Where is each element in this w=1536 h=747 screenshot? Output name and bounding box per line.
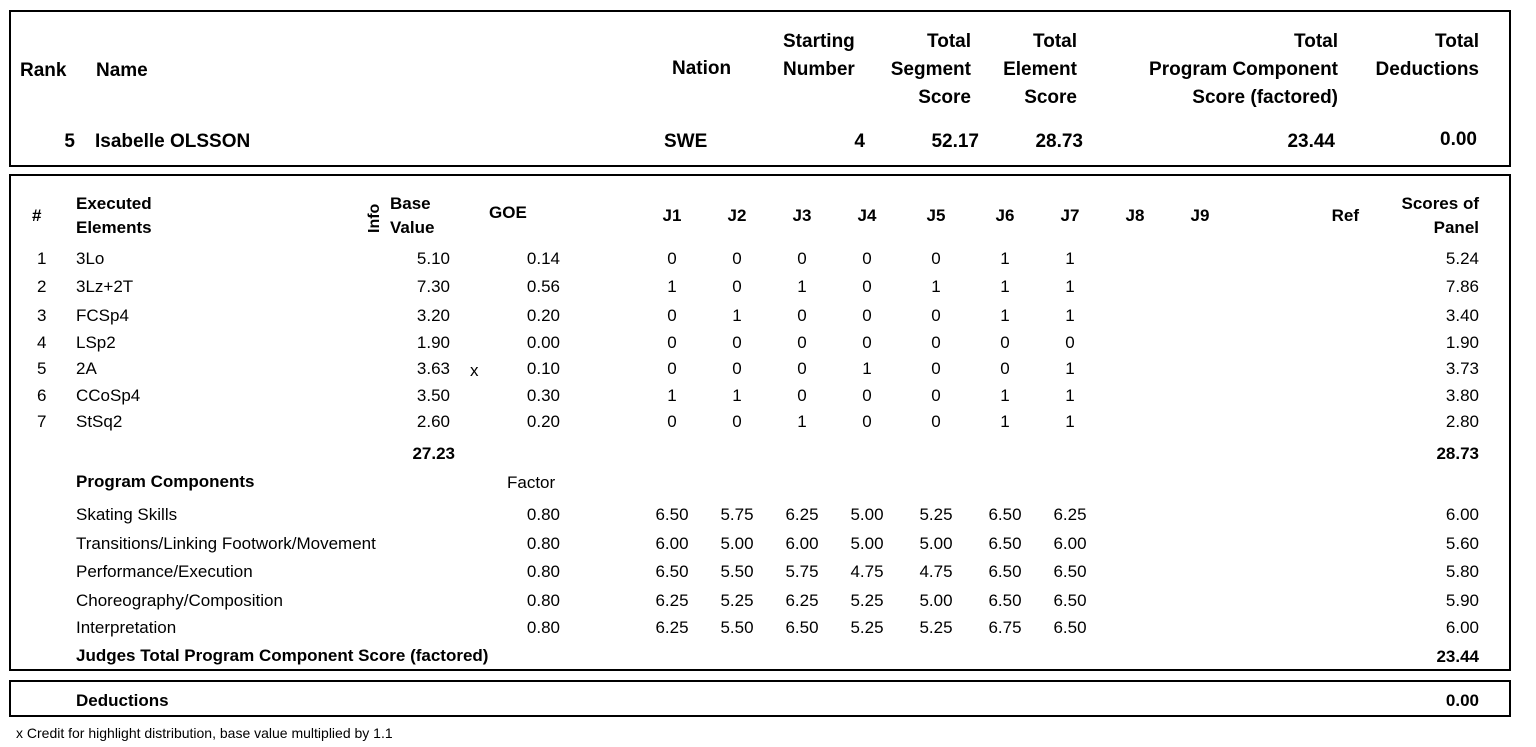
element-judge-score: 1 [1000, 277, 1010, 296]
element-judge-score: 1 [1065, 277, 1075, 296]
element-panel-score: 3.40 [1445, 306, 1479, 325]
pcs-judge-score: 6.50 [988, 534, 1022, 553]
pcs-judge-score: 6.50 [655, 505, 689, 524]
col-total-pcs-header: Total Program Component Score (factored) [1149, 31, 1338, 108]
element-row-number: 7 [37, 412, 47, 431]
element-name: FCSp4 [76, 306, 129, 325]
element-goe: 0.00 [526, 333, 560, 352]
col-executed-elements-header: Executed Elements [76, 194, 152, 237]
col-judge-5-header: J5 [926, 206, 946, 225]
element-judge-score: 0 [862, 277, 872, 296]
element-judge-score: 1 [1000, 306, 1010, 325]
pcs-judge-score: 4.75 [919, 562, 953, 581]
pcs-judge-score: 5.25 [720, 591, 754, 610]
pcs-judge-score: 6.50 [1053, 562, 1087, 581]
pcs-component-name: Skating Skills [76, 505, 178, 524]
pcs-panel-score: 6.00 [1445, 505, 1479, 524]
element-judge-score: 0 [931, 249, 941, 268]
element-panel-score: 1.90 [1445, 333, 1479, 352]
element-name: 2A [76, 359, 97, 378]
pcs-judge-score: 6.00 [785, 534, 819, 553]
pcs-judge-score: 6.25 [1053, 505, 1087, 524]
element-info: x [470, 361, 479, 380]
element-panel-score: 7.86 [1445, 277, 1479, 296]
col-base-value-header: Base Value [390, 194, 435, 237]
element-judge-score: 1 [931, 277, 941, 296]
pcs-judge-score: 5.00 [850, 505, 884, 524]
element-judge-score: 0 [931, 412, 941, 431]
element-goe: 0.20 [526, 306, 560, 325]
col-judge-9-header: J9 [1190, 206, 1210, 225]
element-judge-score: 0 [797, 333, 807, 352]
pcs-judge-score: 5.00 [919, 591, 953, 610]
pcs-component-name: Choreography/Composition [76, 591, 283, 610]
element-base-value: 1.90 [416, 333, 450, 352]
element-judge-score: 1 [667, 277, 677, 296]
pcs-judge-score: 6.25 [785, 591, 819, 610]
pcs-panel-score: 5.60 [1445, 534, 1479, 553]
element-judge-score: 0 [732, 412, 742, 431]
footnote: x Credit for highlight distribution, base value multiplied by 1.1 [16, 725, 393, 741]
element-goe: 0.10 [526, 359, 560, 378]
element-judge-score: 1 [1065, 249, 1075, 268]
element-judge-score: 1 [1065, 306, 1075, 325]
pcs-total-label: Judges Total Program Component Score (factored) [76, 646, 489, 665]
pcs-component-name: Transitions/Linking Footwork/Movement [76, 534, 376, 553]
col-judge-1-header: J1 [662, 206, 682, 225]
element-judge-score: 0 [732, 277, 742, 296]
element-judge-score: 0 [667, 249, 677, 268]
pcs-factor: 0.80 [526, 505, 560, 524]
element-judge-score: 0 [667, 359, 677, 378]
element-judge-score: 0 [1065, 333, 1075, 352]
element-judge-score: 0 [797, 386, 807, 405]
skater-starting-number: 4 [854, 131, 865, 152]
element-row-number: 4 [37, 333, 47, 352]
pcs-judge-score: 5.75 [785, 562, 819, 581]
element-judge-score: 1 [1000, 386, 1010, 405]
pcs-component-name: Performance/Execution [76, 562, 253, 581]
element-judge-score: 0 [931, 359, 941, 378]
col-nation-header: Nation [672, 58, 732, 79]
col-judge-7-header: J7 [1060, 206, 1080, 225]
program-components-title: Program Components [76, 472, 255, 491]
col-name-header: Name [96, 60, 148, 81]
pcs-panel-score: 5.90 [1445, 591, 1479, 610]
col-ref-header: Ref [1331, 206, 1359, 225]
pcs-panel-score: 6.00 [1445, 618, 1479, 637]
element-panel-score: 3.73 [1445, 359, 1479, 378]
pcs-judge-score: 6.50 [988, 591, 1022, 610]
pcs-judge-score: 5.25 [850, 591, 884, 610]
element-goe: 0.30 [526, 386, 560, 405]
element-judge-score: 0 [797, 306, 807, 325]
pcs-judge-score: 4.75 [850, 562, 884, 581]
pcs-total-value: 23.44 [1436, 647, 1479, 666]
element-judge-score: 0 [797, 249, 807, 268]
element-base-value: 3.63 [416, 359, 450, 378]
pcs-judge-score: 6.25 [655, 618, 689, 637]
element-judge-score: 0 [732, 359, 742, 378]
element-goe: 0.14 [526, 249, 560, 268]
pcs-judge-score: 5.00 [850, 534, 884, 553]
element-judge-score: 0 [667, 412, 677, 431]
pcs-judge-score: 5.25 [919, 618, 953, 637]
pcs-judge-score: 6.25 [655, 591, 689, 610]
element-judge-score: 0 [667, 333, 677, 352]
element-judge-score: 1 [732, 306, 742, 325]
element-judge-score: 1 [1065, 412, 1075, 431]
pcs-judge-score: 5.00 [720, 534, 754, 553]
pcs-judge-score: 6.50 [1053, 618, 1087, 637]
element-judge-score: 1 [797, 412, 807, 431]
element-name: 3Lo [76, 249, 105, 268]
element-judge-score: 1 [1000, 249, 1010, 268]
pcs-factor: 0.80 [526, 562, 560, 581]
deductions-box [9, 680, 1511, 717]
pcs-judge-score: 6.25 [785, 505, 819, 524]
base-value-total: 27.23 [412, 444, 455, 463]
element-base-value: 5.10 [416, 249, 450, 268]
element-judge-score: 0 [862, 412, 872, 431]
col-total-element-score-header: Total Element Score [1003, 31, 1077, 108]
element-judge-score: 0 [931, 386, 941, 405]
col-total-segment-score-header: Total Segment Score [890, 31, 971, 108]
element-panel-score: 3.80 [1445, 386, 1479, 405]
element-judge-score: 1 [1065, 359, 1075, 378]
element-base-value: 3.20 [416, 306, 450, 325]
element-base-value: 7.30 [416, 277, 450, 296]
skater-rank: 5 [64, 131, 75, 152]
col-judge-2-header: J2 [727, 206, 747, 225]
col-info-header: Info [366, 203, 383, 233]
pcs-judge-score: 6.50 [988, 505, 1022, 524]
deductions-value: 0.00 [1445, 691, 1479, 710]
pcs-judge-score: 6.50 [988, 562, 1022, 581]
element-base-value: 2.60 [416, 412, 450, 431]
element-judge-score: 0 [862, 249, 872, 268]
col-rank-header: Rank [20, 60, 67, 81]
col-starting-number-header: Starting Number [783, 31, 855, 80]
element-row-number: 1 [37, 249, 47, 268]
pcs-judge-score: 6.50 [785, 618, 819, 637]
element-base-value: 3.50 [416, 386, 450, 405]
pcs-component-name: Interpretation [76, 618, 177, 637]
skater-name: Isabelle OLSSON [95, 131, 251, 152]
pcs-judge-score: 6.00 [655, 534, 689, 553]
element-goe: 0.56 [526, 277, 560, 296]
element-panel-score: 2.80 [1445, 412, 1479, 431]
element-row-number: 2 [37, 277, 47, 296]
col-judge-3-header: J3 [792, 206, 812, 225]
element-goe: 0.20 [526, 412, 560, 431]
element-judge-score: 1 [862, 359, 872, 378]
pcs-judge-score: 5.00 [919, 534, 953, 553]
skater-deductions: 0.00 [1440, 129, 1477, 150]
element-panel-score: 5.24 [1445, 249, 1479, 268]
element-judge-score: 0 [931, 333, 941, 352]
element-judge-score: 0 [862, 333, 872, 352]
element-judge-score: 1 [1065, 386, 1075, 405]
deductions-label: Deductions [76, 691, 169, 710]
element-judge-score: 0 [732, 249, 742, 268]
factor-header: Factor [507, 473, 556, 492]
pcs-factor: 0.80 [526, 534, 560, 553]
pcs-judge-score: 6.50 [1053, 591, 1087, 610]
col-total-deductions-header: Total Deductions [1375, 31, 1479, 80]
col-element-number-header: # [32, 206, 42, 225]
pcs-judge-score: 5.75 [720, 505, 754, 524]
element-judge-score: 0 [797, 359, 807, 378]
skater-tss: 52.17 [931, 131, 979, 152]
pcs-panel-score: 5.80 [1445, 562, 1479, 581]
pcs-factor: 0.80 [526, 591, 560, 610]
skater-nation: SWE [664, 131, 708, 152]
element-row-number: 5 [37, 359, 47, 378]
pcs-judge-score: 5.50 [720, 618, 754, 637]
element-judge-score: 0 [667, 306, 677, 325]
element-name: StSq2 [76, 412, 123, 431]
element-judge-score: 0 [1000, 359, 1010, 378]
element-judge-score: 0 [931, 306, 941, 325]
col-scores-of-panel-header: Scores of Panel [1401, 194, 1479, 237]
pcs-factor: 0.80 [526, 618, 560, 637]
col-judge-4-header: J4 [857, 206, 877, 225]
element-judge-score: 1 [732, 386, 742, 405]
element-judge-score: 1 [797, 277, 807, 296]
pcs-judge-score: 5.25 [850, 618, 884, 637]
col-judge-8-header: J8 [1125, 206, 1145, 225]
element-judge-score: 0 [732, 333, 742, 352]
element-row-number: 6 [37, 386, 47, 405]
element-judge-score: 0 [1000, 333, 1010, 352]
element-name: 3Lz+2T [76, 277, 134, 296]
pcs-judge-score: 6.50 [655, 562, 689, 581]
pcs-judge-score: 6.75 [988, 618, 1022, 637]
element-judge-score: 1 [1000, 412, 1010, 431]
element-judge-score: 0 [862, 306, 872, 325]
panel-score-total: 28.73 [1436, 444, 1479, 463]
pcs-judge-score: 5.25 [919, 505, 953, 524]
element-judge-score: 1 [667, 386, 677, 405]
element-name: CCoSp4 [76, 386, 141, 405]
pcs-judge-score: 6.00 [1053, 534, 1087, 553]
element-name: LSp2 [76, 333, 116, 352]
skater-tes: 28.73 [1035, 131, 1083, 152]
col-goe-header: GOE [489, 203, 527, 222]
col-judge-6-header: J6 [995, 206, 1015, 225]
element-judge-score: 0 [862, 386, 872, 405]
element-row-number: 3 [37, 306, 47, 325]
pcs-judge-score: 5.50 [720, 562, 754, 581]
skater-pcs: 23.44 [1287, 131, 1335, 152]
